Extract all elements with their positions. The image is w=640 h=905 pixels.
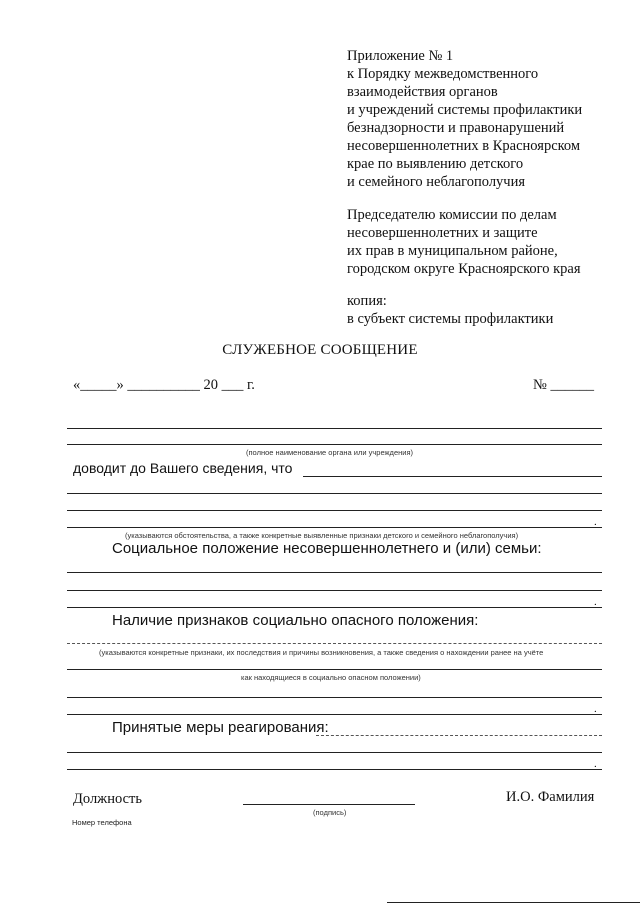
circumstances-line — [303, 476, 602, 477]
signature-caption: (подпись) — [313, 808, 347, 817]
appendix-block — [347, 47, 632, 191]
danger-signs-line — [67, 714, 602, 715]
appendix-line: и учреждений системы профилактики — [347, 102, 583, 118]
org-name-caption: (полное наименование органа или учреждения) — [246, 448, 413, 457]
org-name-line — [67, 444, 602, 445]
addressee-line: городском округе Красноярского края — [347, 261, 581, 277]
period-mark: . — [594, 596, 597, 608]
social-position-heading: Социальное положение несовершеннолетнего и (или) семьи: — [112, 540, 542, 557]
social-position-line — [67, 607, 602, 608]
informs-text: доводит до Вашего сведения, что — [73, 460, 293, 476]
danger-signs-caption: (указываются конкретные признаки, их последствия и причины возникновения, а также сведения о нахождении ранее на учёте — [99, 648, 544, 657]
footer-line — [387, 902, 640, 903]
appendix-line: Приложение № 1 — [347, 48, 454, 64]
danger-signs-heading: Наличие признаков социально опасного положения: — [112, 612, 479, 629]
appendix-line: несовершеннолетних в Красноярском — [347, 138, 581, 154]
org-name-line — [67, 428, 602, 429]
period-mark: . — [594, 758, 597, 770]
addressee-block — [347, 206, 632, 278]
danger-signs-line — [67, 669, 602, 670]
appendix-line: к Порядку межведомственного — [347, 66, 539, 82]
danger-signs-line — [67, 697, 602, 698]
circumstances-line — [67, 527, 602, 528]
document-title: СЛУЖЕБНОЕ СООБЩЕНИЕ — [222, 342, 418, 358]
copy-line: копия: — [347, 293, 387, 309]
measures-heading: Принятые меры реагирования: — [112, 719, 329, 736]
position-label: Должность — [73, 791, 142, 807]
appendix-line: взаимодействия органов — [347, 84, 498, 100]
phone-label: Номер телефона — [72, 818, 132, 827]
period-mark: . — [594, 516, 597, 528]
social-position-line — [67, 572, 602, 573]
number-field: № ______ — [533, 377, 594, 393]
appendix-line: и семейного неблагополучия — [347, 174, 526, 190]
name-label: И.О. Фамилия — [506, 789, 595, 805]
addressee-line: Председателю комиссии по делам — [347, 207, 557, 223]
addressee-line: несовершеннолетних и защите — [347, 225, 538, 241]
circumstances-line — [67, 493, 602, 494]
measures-line — [316, 735, 602, 736]
copy-line: в субъект системы профилактики — [347, 311, 554, 327]
social-position-line — [67, 590, 602, 591]
period-mark: . — [594, 703, 597, 715]
danger-signs-line — [67, 643, 602, 644]
appendix-line: безнадзорности и правонарушений — [347, 120, 565, 136]
copy-block — [347, 292, 632, 328]
signature-line — [243, 804, 415, 805]
date-field: «_____» __________ 20 ___ г. — [73, 377, 255, 393]
danger-signs-caption-continued: как находящиеся в социально опасном положении) — [241, 673, 421, 682]
circumstances-line — [67, 510, 602, 511]
circumstances-caption: (указываются обстоятельства, а также конкретные выявленные признаки детского и семейного неблагополучия) — [125, 531, 519, 540]
measures-line — [67, 769, 602, 770]
addressee-line: их прав в муниципальном районе, — [347, 243, 558, 259]
appendix-line: крае по выявлению детского — [347, 156, 524, 172]
measures-line — [67, 752, 602, 753]
